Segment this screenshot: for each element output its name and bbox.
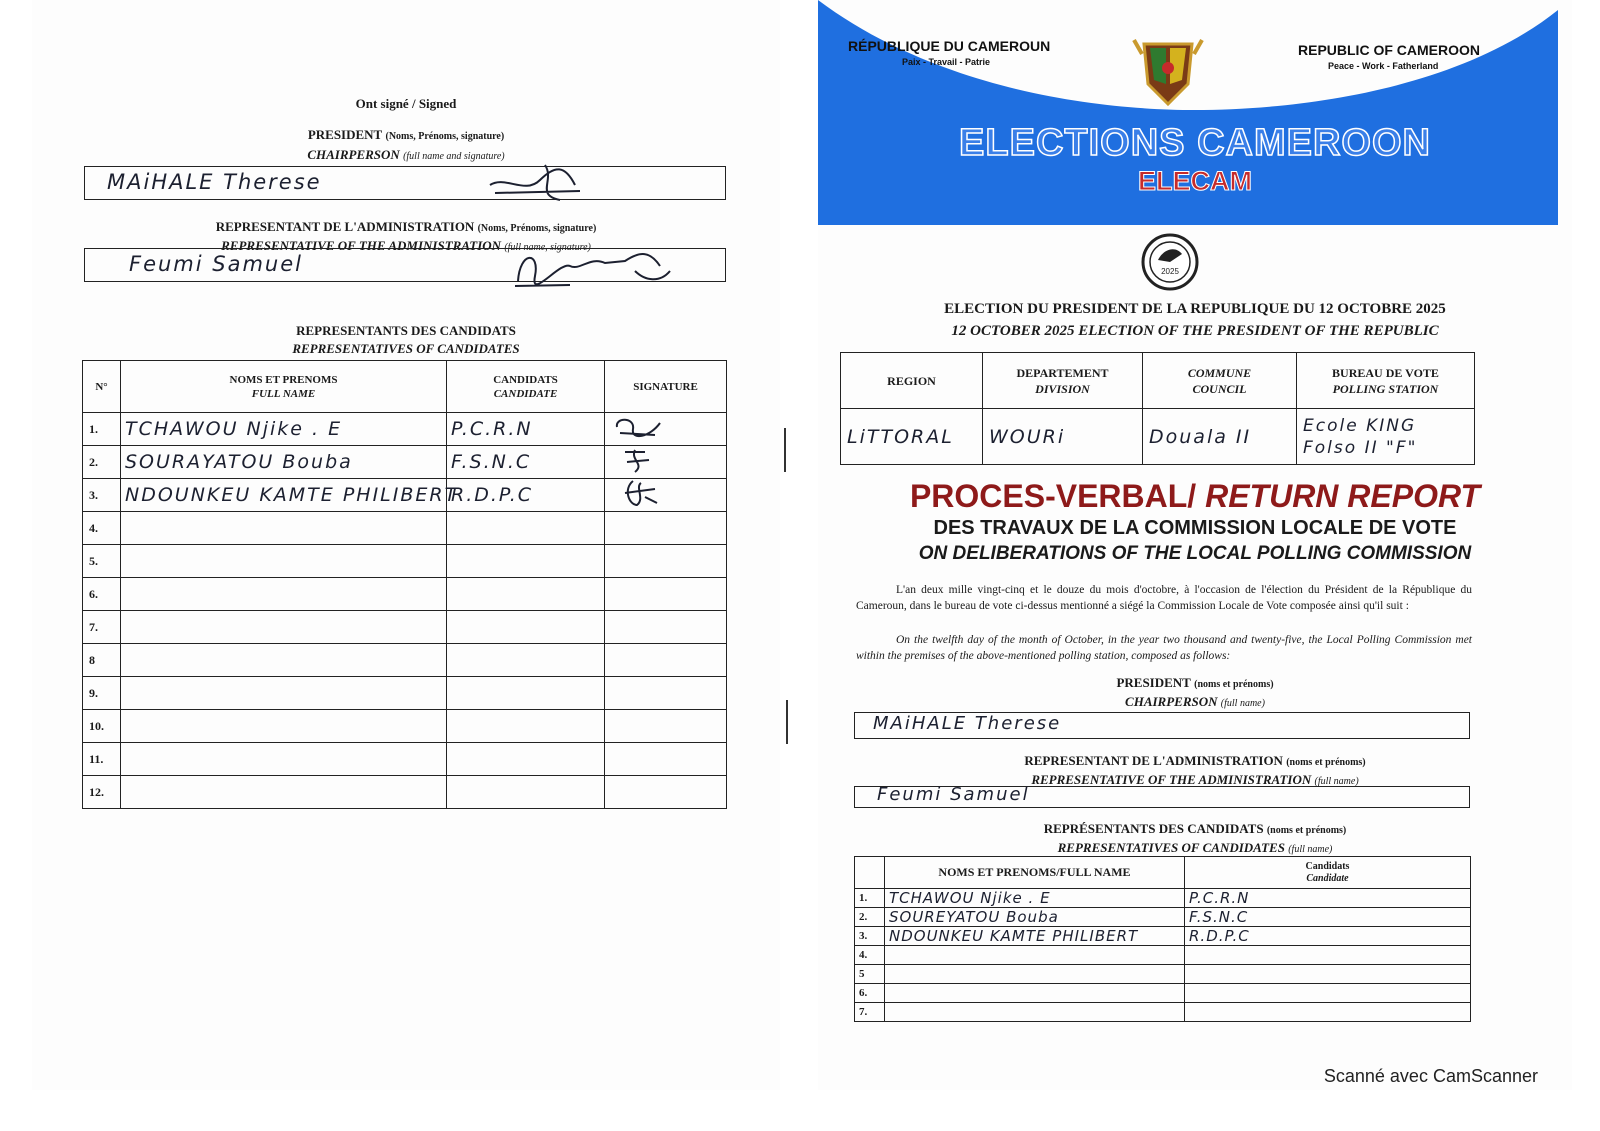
rp-admin-box — [854, 786, 1470, 808]
col-dept-en: DIVISION — [1035, 381, 1090, 396]
table-row — [83, 578, 727, 611]
admin-name-box — [84, 248, 726, 282]
pv-subtitle-en: ON DELIBERATIONS OF THE LOCAL POLLING COMMISSION — [918, 543, 1472, 564]
rp-row-no: 4. — [855, 946, 885, 965]
motto-en: Peace - Work - Fatherland — [1328, 61, 1439, 71]
president-name-box — [84, 166, 726, 200]
rp-admin-label-en-note: (full name) — [1314, 776, 1359, 787]
row-no: 5. — [83, 545, 121, 578]
row-signature — [605, 578, 727, 611]
row-signature — [605, 644, 727, 677]
motto-fr: Paix - Travail - Patrie — [902, 57, 991, 67]
rp-row-no: 6. — [855, 984, 885, 1003]
row-no: 11. — [83, 743, 121, 776]
table-row — [855, 946, 1471, 965]
col-candidate — [447, 361, 605, 413]
location-header — [841, 353, 1475, 409]
pv-title-en: RETURN REPORT — [1205, 478, 1481, 514]
rp-row-candidate — [1185, 946, 1471, 965]
table-row — [855, 965, 1471, 984]
rp-row-no: 5 — [855, 965, 885, 984]
rp-row-candidate: R.D.P.C — [1185, 927, 1471, 946]
binding-mark — [784, 428, 786, 472]
row-signature — [605, 479, 727, 512]
table-row — [83, 479, 727, 512]
table-row — [83, 710, 727, 743]
rp-row-candidate — [1185, 965, 1471, 984]
row-signature-scribble — [605, 413, 665, 441]
table-row — [83, 743, 727, 776]
row-candidate — [447, 611, 605, 644]
rp-row-name — [885, 1003, 1185, 1022]
left-table-header — [83, 361, 727, 413]
row-signature-scribble — [605, 446, 665, 474]
col-region-label: REGION — [887, 373, 936, 388]
table-row — [83, 446, 727, 479]
table-row — [855, 984, 1471, 1003]
row-signature-scribble — [605, 479, 665, 507]
row-no: 9. — [83, 677, 121, 710]
table-row — [83, 512, 727, 545]
republic-fr: RÉPUBLIQUE DU CAMEROUN — [848, 38, 1051, 54]
col-name — [121, 361, 447, 413]
rp-candidates-title-en: REPRESENTATIVES OF CANDIDATES — [1057, 840, 1285, 855]
rp-col-no — [855, 857, 885, 889]
row-signature — [605, 677, 727, 710]
rp-candidates-title-fr: REPRÉSENTANTS DES CANDIDATS — [1043, 821, 1264, 836]
signed-heading — [32, 96, 780, 112]
table-row — [855, 927, 1471, 946]
row-candidate — [447, 776, 605, 809]
rp-col-name — [885, 857, 1185, 889]
rp-row-name: TCHAWOU Njike . E — [885, 889, 1185, 908]
row-candidate — [447, 545, 605, 578]
col-no — [83, 361, 121, 413]
row-name: SOURAYATOU Bouba — [121, 446, 447, 479]
col-commune-en: COUNCIL — [1192, 381, 1247, 396]
elecam-title: ELECTIONS CAMEROON — [959, 122, 1431, 164]
left-page — [32, 0, 780, 1090]
table-row — [855, 908, 1471, 927]
republic-en: REPUBLIC OF CAMEROON — [1298, 42, 1480, 58]
rp-president-label-en: CHAIRPERSON — [1125, 694, 1218, 709]
rp-candidates-table — [854, 856, 1471, 1022]
row-no: 2. — [83, 446, 121, 479]
row-candidate — [447, 512, 605, 545]
col-commune — [1143, 353, 1297, 409]
row-no: 3. — [83, 479, 121, 512]
row-candidate — [447, 644, 605, 677]
table-row — [855, 1003, 1471, 1022]
row-candidate: F.S.N.C — [447, 446, 605, 479]
col-dept-fr: DEPARTEMENT — [1016, 365, 1109, 380]
seal-year: 2025 — [1161, 267, 1179, 276]
row-name — [121, 512, 447, 545]
row-name — [121, 611, 447, 644]
rp-president-label-fr-note: (noms et prénoms) — [1194, 679, 1274, 690]
rp-row-name: NDOUNKEU KAMTE PHILIBERT — [885, 927, 1185, 946]
rp-row-name — [885, 984, 1185, 1003]
table-row — [83, 545, 727, 578]
row-no: 10. — [83, 710, 121, 743]
rp-admin-label-fr: REPRESENTANT DE L'ADMINISTRATION — [1024, 753, 1283, 768]
president-label-fr-note: (Noms, Prénoms, signature) — [385, 131, 505, 142]
candidates-title-en: REPRESENTATIVES OF CANDIDATES — [292, 341, 520, 356]
rp-col-candidate — [1185, 857, 1471, 889]
rp-table-header — [855, 857, 1471, 889]
col-cand-fr: CANDIDATS — [493, 373, 558, 386]
table-row — [83, 776, 727, 809]
rp-col-cand-en: Candidate — [1306, 872, 1349, 884]
col-bureau-en: POLLING STATION — [1332, 381, 1439, 396]
row-name — [121, 677, 447, 710]
row-name — [121, 545, 447, 578]
rp-president-name: MAiHALE Therese — [873, 713, 1062, 734]
president-label-block — [32, 126, 780, 166]
division-value: WOURi — [983, 409, 1143, 465]
left-candidates-table — [82, 360, 727, 809]
rp-president-label-en-note: (full name) — [1220, 698, 1265, 709]
signed-label: Ont signé / Signed — [355, 96, 457, 111]
president-label-en-note: (full name and signature) — [403, 151, 505, 162]
col-cand-en: CANDIDATE — [493, 387, 558, 400]
coat-of-arms-icon — [1134, 40, 1202, 104]
rp-row-no: 7. — [855, 1003, 885, 1022]
col-bureau-fr: BUREAU DE VOTE — [1332, 365, 1439, 380]
row-no: 8 — [83, 644, 121, 677]
row-no: 12. — [83, 776, 121, 809]
rp-admin-name: Feumi Samuel — [877, 784, 1030, 805]
rp-row-no: 2. — [855, 908, 885, 927]
admin-label-en: REPRESENTATIVE OF THE ADMINISTRATION — [221, 238, 502, 253]
table-row — [83, 611, 727, 644]
row-candidate — [447, 710, 605, 743]
admin-label-en-note: (full name, signature) — [504, 242, 591, 253]
row-candidate — [447, 677, 605, 710]
row-candidate — [447, 743, 605, 776]
row-no: 1. — [83, 413, 121, 446]
row-signature — [605, 545, 727, 578]
pv-title — [818, 478, 1572, 515]
pv-title-fr: PROCES-VERBAL/ — [909, 478, 1197, 514]
row-signature — [605, 512, 727, 545]
president-label-fr: PRESIDENT — [307, 127, 383, 142]
candidates-title-fr: REPRESENTANTS DES CANDIDATS — [296, 323, 516, 338]
rp-row-no: 1. — [855, 889, 885, 908]
rp-candidates-title-en-note: (full name) — [1288, 844, 1333, 855]
row-name — [121, 644, 447, 677]
col-name-en: FULL NAME — [251, 387, 316, 400]
row-signature — [605, 413, 727, 446]
election-title-fr: ELECTION DU PRESIDENT DE LA REPUBLIQUE DU 12 OCTOBRE 2025 — [944, 301, 1446, 317]
row-name — [121, 743, 447, 776]
candidates-title-block — [32, 322, 780, 358]
row-name — [121, 776, 447, 809]
row-no: 7. — [83, 611, 121, 644]
col-polling-station — [1297, 353, 1475, 409]
table-row — [83, 413, 727, 446]
row-name: NDOUNKEU KAMTE PHILIBERT — [121, 479, 447, 512]
council-value: Douala II — [1143, 409, 1297, 465]
rp-row-candidate — [1185, 984, 1471, 1003]
rp-row-name — [885, 946, 1185, 965]
rp-row-name: SOUREYATOU Bouba — [885, 908, 1185, 927]
elecam-seal-icon — [1140, 232, 1200, 292]
row-no: 6. — [83, 578, 121, 611]
col-no-label: N° — [95, 380, 108, 393]
scanner-watermark: Scanné avec CamScanner — [1323, 1066, 1538, 1086]
president-signature — [485, 155, 585, 205]
table-row — [855, 889, 1471, 908]
admin-name: Feumi Samuel — [129, 252, 303, 276]
rp-admin-label-en: REPRESENTATIVE OF THE ADMINISTRATION — [1031, 772, 1312, 787]
binding-mark — [786, 700, 788, 744]
location-table — [840, 352, 1475, 465]
right-page — [818, 0, 1572, 1090]
rp-row-candidate: P.C.R.N — [1185, 889, 1471, 908]
rp-row-no: 3. — [855, 927, 885, 946]
rp-president-box — [854, 712, 1470, 739]
table-row — [83, 677, 727, 710]
rp-row-name — [885, 965, 1185, 984]
col-signature — [605, 361, 727, 413]
table-row — [83, 644, 727, 677]
row-signature — [605, 743, 727, 776]
election-title-en: 12 OCTOBER 2025 ELECTION OF THE PRESIDENT OF THE REPUBLIC — [951, 323, 1439, 339]
admin-label-fr-note: (Noms, Prénoms, signature) — [477, 223, 597, 234]
row-candidate: R.D.P.C — [447, 479, 605, 512]
row-candidate: P.C.R.N — [447, 413, 605, 446]
row-signature — [605, 611, 727, 644]
row-no: 4. — [83, 512, 121, 545]
president-name: MAiHALE Therese — [107, 170, 322, 194]
row-signature — [605, 710, 727, 743]
rp-candidates-label — [818, 820, 1572, 858]
admin-label-fr: REPRESENTANT DE L'ADMINISTRATION — [215, 219, 475, 234]
col-region — [841, 353, 983, 409]
admin-signature — [510, 241, 680, 291]
pv-subtitle-fr: DES TRAVAUX DE LA COMMISSION LOCALE DE VOTE — [933, 517, 1457, 539]
rp-row-candidate: F.S.N.C — [1185, 908, 1471, 927]
polling-station-value: Ecole KING Folso II "F" — [1297, 409, 1475, 465]
rp-col-cand-fr: Candidats — [1305, 860, 1350, 872]
row-signature — [605, 776, 727, 809]
location-row — [841, 409, 1475, 465]
rp-candidates-title-fr-note: (noms et prénoms) — [1266, 825, 1347, 836]
col-department — [983, 353, 1143, 409]
region-value: LiTTORAL — [841, 409, 983, 465]
elecam-subtitle: ELECAM — [1138, 166, 1252, 196]
row-name — [121, 578, 447, 611]
row-candidate — [447, 578, 605, 611]
president-label-en: CHAIRPERSON — [307, 147, 400, 162]
rp-row-candidate — [1185, 1003, 1471, 1022]
election-title-block — [818, 298, 1572, 342]
paragraph-fr: L'an deux mille vingt-cinq et le douze du mois d'octobre, à l'occasion de l'élection du Président de la République du Cameroun, dans le bureau de vote ci-dessus mentionné a siégé la Commission Locale de Vote composée ainsi qu'il suit : — [856, 584, 1472, 612]
col-sig-label: SIGNATURE — [633, 380, 698, 393]
rp-col-name-label: NOMS ET PRENOMS/FULL NAME — [938, 865, 1131, 879]
row-name — [121, 710, 447, 743]
col-commune-fr: COMMUNE — [1187, 365, 1252, 380]
row-name: TCHAWOU Njike . E — [121, 413, 447, 446]
col-name-fr: NOMS ET PRENOMS — [229, 373, 338, 386]
paragraph-en: On the twelfth day of the month of October, in the year two thousand and twenty-five, the Local Polling Commission met within the premises of the above-mentioned polling station, composed as follows: — [856, 634, 1472, 662]
rp-admin-label-fr-note: (noms et prénoms) — [1286, 757, 1366, 768]
rp-president-label — [818, 674, 1572, 712]
row-signature — [605, 446, 727, 479]
rp-president-label-fr: PRESIDENT — [1116, 675, 1191, 690]
